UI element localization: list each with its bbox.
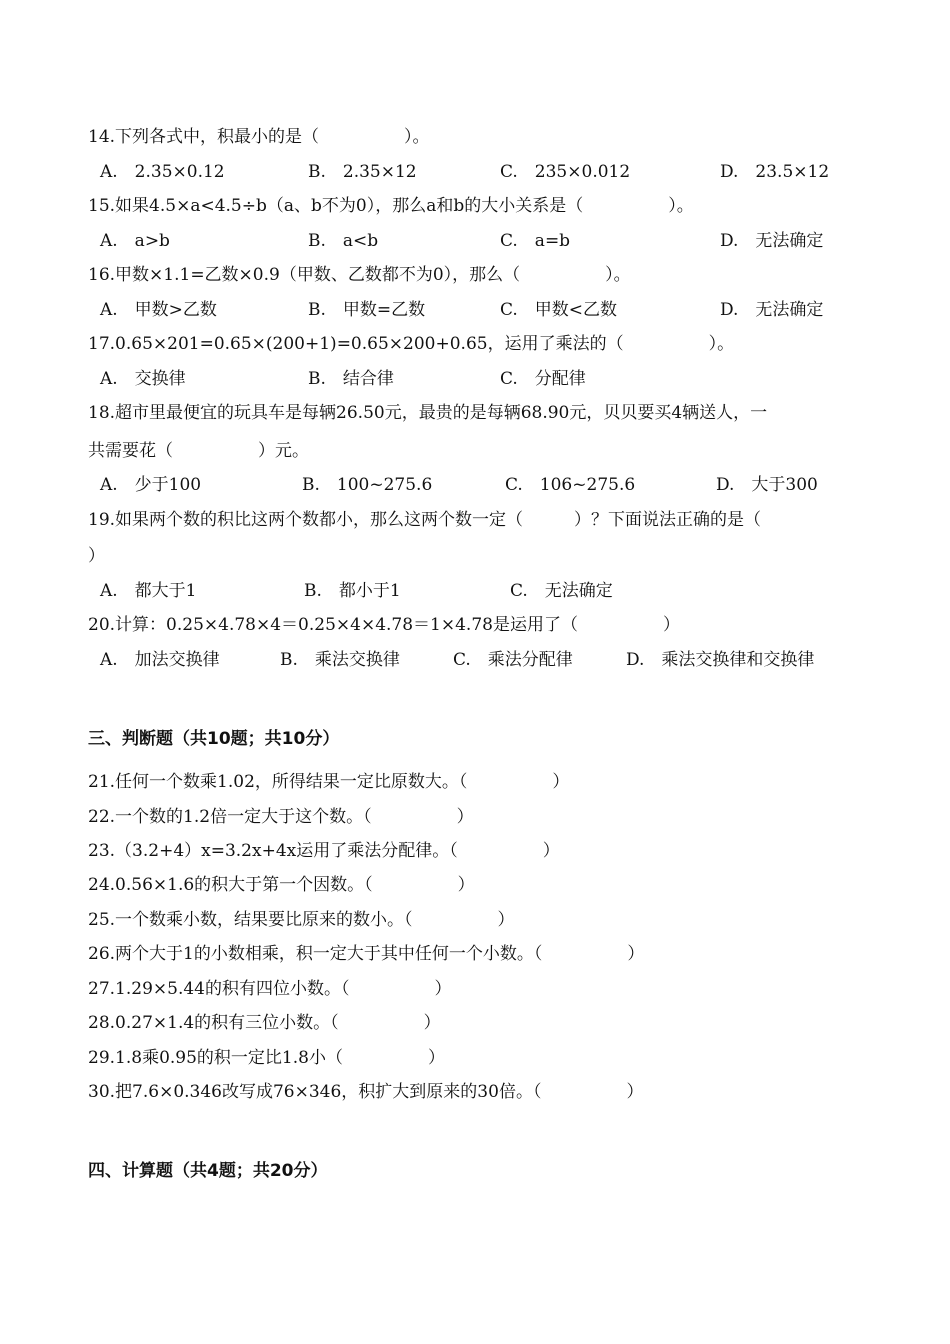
- q20-option-b: B. 乘法交换律: [280, 650, 400, 670]
- q20-option-d: D. 乘法交换律和交换律: [626, 650, 815, 670]
- q18-option-d: D. 大于300: [716, 475, 818, 495]
- q18-option-b: B. 100~275.6: [302, 475, 433, 495]
- q14-option-b: B. 2.35×12: [308, 162, 417, 182]
- question-18-stem-line1: 18.超市里最便宜的玩具车是每辆26.50元，最贵的是每辆68.90元，贝贝要买4辆送人，一: [88, 403, 768, 423]
- judge-question-26: 26.两个大于1的小数相乘，积一定大于其中任何一个小数。（ ）: [88, 944, 645, 964]
- q20-option-c: C. 乘法分配律: [453, 650, 573, 670]
- q14-option-c: C. 235×0.012: [500, 162, 631, 182]
- q14-option-a: A. 2.35×0.12: [100, 162, 225, 182]
- judge-question-28: 28.0.27×1.4的积有三位小数。（ ）: [88, 1013, 441, 1033]
- judge-question-23: 23.（3.2+4）x=3.2x+4x运用了乘法分配律。（ ）: [88, 841, 560, 861]
- question-19-stem-line2: ）: [88, 546, 105, 566]
- question-18-stem-line2: 共需要花（ ）元。: [88, 441, 309, 461]
- judge-question-25: 25.一个数乘小数，结果要比原来的数小。（ ）: [88, 910, 515, 930]
- question-14-stem: 14.下列各式中，积最小的是（ ）。: [88, 127, 430, 147]
- judge-question-22: 22.一个数的1.2倍一定大于这个数。（ ）: [88, 807, 474, 827]
- judge-question-29: 29.1.8乘0.95的积一定比1.8小（ ）: [88, 1048, 445, 1068]
- question-20-stem: 20.计算：0.25×4.78×4＝0.25×4×4.78＝1×4.78是运用了（ ）: [88, 615, 680, 635]
- q16-option-a: A. 甲数>乙数: [100, 300, 217, 320]
- judge-question-27: 27.1.29×5.44的积有四位小数。（ ）: [88, 979, 452, 999]
- question-19-stem-line1: 19.如果两个数的积比这两个数都小，那么这两个数一定（ ）？下面说法正确的是（: [88, 510, 762, 530]
- section-3-heading: 三、判断题（共10题；共10分）: [88, 729, 340, 749]
- q20-option-a: A. 加法交换律: [100, 650, 220, 670]
- q16-option-c: C. 甲数<乙数: [500, 300, 618, 320]
- q17-option-c: C. 分配律: [500, 369, 586, 389]
- question-15-stem: 15.如果4.5×a<4.5÷b（a、b不为0），那么a和b的大小关系是（ ）。: [88, 196, 694, 216]
- judge-question-30: 30.把7.6×0.346改写成76×346，积扩大到原来的30倍。（ ）: [88, 1082, 644, 1102]
- q19-option-c: C. 无法确定: [510, 581, 613, 601]
- q16-option-d: D. 无法确定: [720, 300, 824, 320]
- q15-option-d: D. 无法确定: [720, 231, 824, 251]
- judge-question-24: 24.0.56×1.6的积大于第一个因数。（ ）: [88, 875, 475, 895]
- section-4-heading: 四、计算题（共4题；共20分）: [88, 1161, 328, 1181]
- q15-option-b: B. a<b: [308, 231, 379, 251]
- q17-option-b: B. 结合律: [308, 369, 394, 389]
- q15-option-c: C. a=b: [500, 231, 571, 251]
- q14-option-d: D. 23.5×12: [720, 162, 830, 182]
- question-17-stem: 17.0.65×201=0.65×(200+1)=0.65×200+0.65，运用了乘法的（ ）。: [88, 334, 735, 354]
- q18-option-a: A. 少于100: [100, 475, 202, 495]
- q19-option-a: A. 都大于1: [100, 581, 197, 601]
- q17-option-a: A. 交换律: [100, 369, 186, 389]
- question-16-stem: 16.甲数×1.1=乙数×0.9（甲数、乙数都不为0），那么（ ）。: [88, 265, 631, 285]
- q15-option-a: A. a>b: [100, 231, 170, 251]
- q16-option-b: B. 甲数=乙数: [308, 300, 426, 320]
- judge-question-21: 21.任何一个数乘1.02，所得结果一定比原数大。（ ）: [88, 772, 570, 792]
- q19-option-b: B. 都小于1: [304, 581, 401, 601]
- q18-option-c: C. 106~275.6: [505, 475, 636, 495]
